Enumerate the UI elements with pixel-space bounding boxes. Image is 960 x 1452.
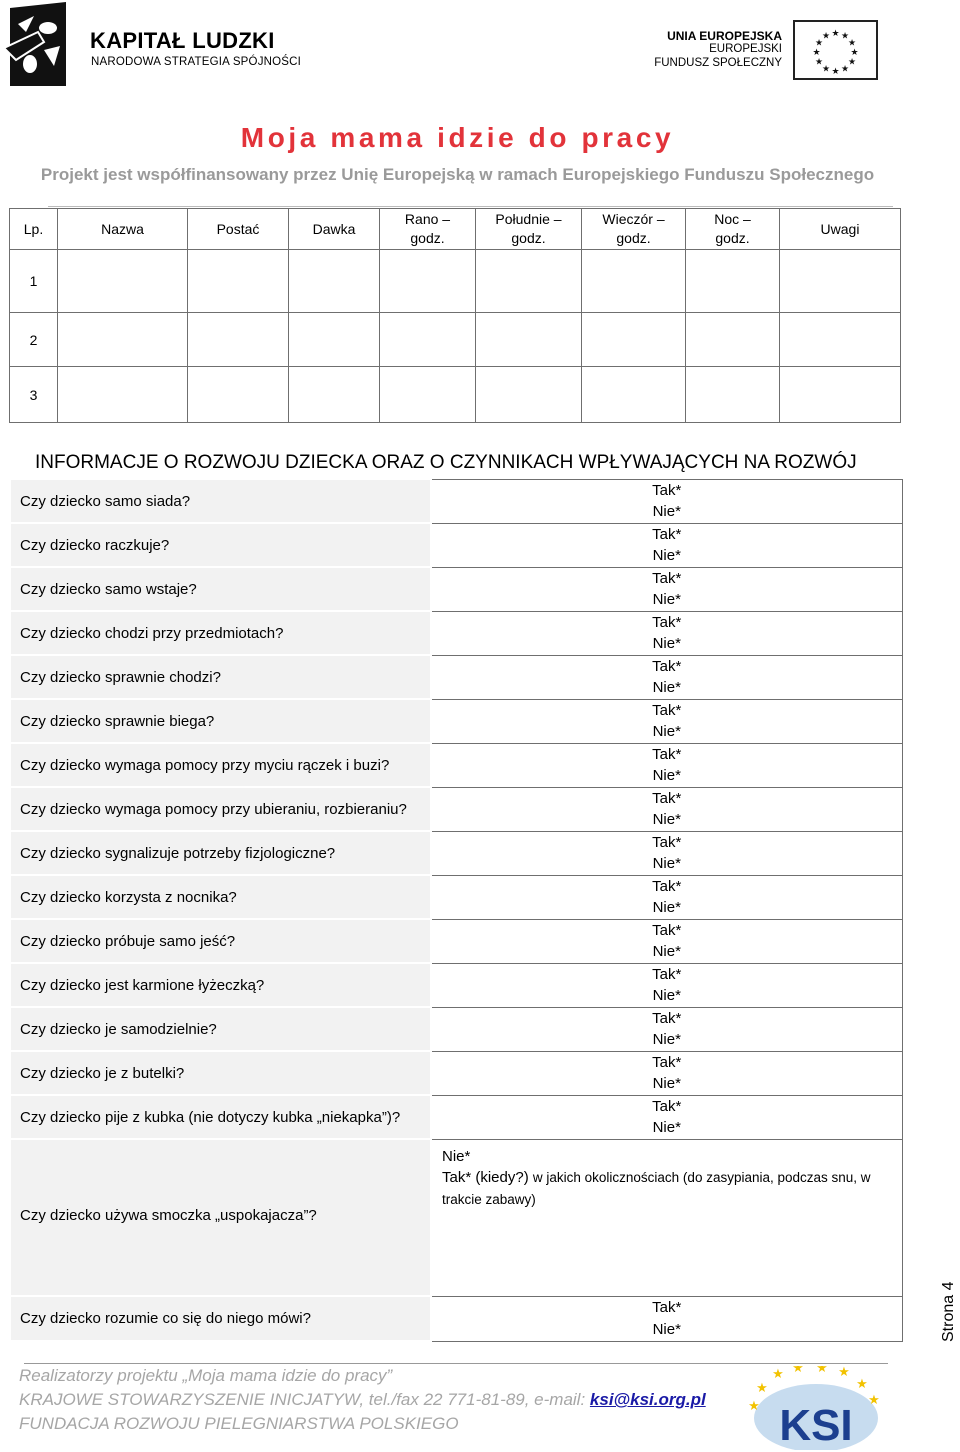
answer-yes-option[interactable]: Tak* [652,1299,682,1316]
answer-no-option[interactable]: Nie* [652,503,681,520]
cell-noc[interactable] [686,313,780,367]
answer-no-option[interactable]: Nie* [652,767,681,784]
kapital-ludzki-title: KAPITAŁ LUDZKI [90,28,275,53]
section-heading: INFORMACJE O ROZWOJU DZIECKA ORAZ O CZYNNIKACH WPŁYWAJĄCYCH NA ROZWÓJ [35,452,857,473]
svg-text:★: ★ [748,1399,760,1414]
kapital-ludzki-emblem-icon [4,2,70,86]
col-header-postac: Postać [188,209,289,250]
cell-rano[interactable] [380,250,476,313]
answer-cell [431,1051,902,1095]
answer-no-option[interactable]: Nie* [652,723,681,740]
col-header-poludnie [476,209,582,250]
answer-no-option[interactable]: Nie* [652,987,681,1004]
cell-wieczor[interactable] [582,367,686,423]
question-text: Czy dziecko wymaga pomocy przy ubieraniu, rozbieraniu? [10,787,431,831]
col-header-wieczor-line1: Wieczór – [602,211,665,227]
question-text: Czy dziecko chodzi przy przedmiotach? [10,611,431,655]
svg-text:★: ★ [840,31,850,42]
answer-cell [431,479,902,523]
question-text: Czy dziecko sprawnie chodzi? [10,655,431,699]
answer-cell [431,875,902,919]
cell-nazwa[interactable] [58,313,188,367]
svg-text:★: ★ [850,48,859,58]
answer-yes-label: Tak* (kiedy?) [442,1169,529,1186]
page-number: Strona 4 [940,1281,957,1342]
svg-text:★: ★ [821,31,831,42]
answer-no-option[interactable]: Nie* [652,1031,681,1048]
col-header-poludnie-line1: Południe – [495,211,562,227]
svg-text:★: ★ [814,38,824,49]
row-number: 3 [10,367,58,423]
answer-cell [431,611,902,655]
question-text: Czy dziecko je z butelki? [10,1051,431,1095]
answer-cell [431,523,902,567]
cell-postac[interactable] [188,367,289,423]
svg-text:★: ★ [856,1377,868,1392]
cell-rano[interactable] [380,367,476,423]
question-text: Czy dziecko próbuje samo jeść? [10,919,431,963]
answer-no-option[interactable]: Nie* [652,811,681,828]
answer-no-option[interactable]: Nie* [652,1119,681,1136]
ksi-logo-text: KSI [779,1401,853,1450]
answer-cell [431,963,902,1007]
col-header-rano-line2: godz. [410,230,445,246]
eu-logo [654,18,880,82]
title-divider [48,206,893,207]
development-questionnaire [9,478,903,1342]
question-row [10,1051,902,1095]
col-header-wieczor [582,209,686,250]
table-row [10,250,901,313]
question-row [10,567,902,611]
footer-line-realizatorzy: Realizatorzy projektu „Moja mama idzie do pracy” [19,1366,393,1385]
cell-postac[interactable] [188,250,289,313]
cell-dawka[interactable] [289,367,380,423]
row-number: 1 [10,250,58,313]
answer-yes-option[interactable]: Tak* [652,921,682,939]
col-header-noc-line1: Noc – [714,211,751,227]
col-header-dawka: Dawka [289,209,380,250]
question-row [10,787,902,831]
cell-wieczor[interactable] [582,250,686,313]
questionnaire-body [10,479,902,1341]
kapital-ludzki-subtitle: NARODOWA STRATEGIA SPÓJNOŚCI [91,56,302,68]
answer-no-option[interactable]: Nie* [442,1147,471,1165]
answer-yes-option[interactable]: Tak* [652,657,682,675]
question-text: Czy dziecko jest karmione łyżeczką? [10,963,431,1007]
cell-uwagi[interactable] [780,367,901,423]
question-row [10,963,902,1007]
answer-no-option[interactable]: Nie* [652,855,681,872]
question-text: Czy dziecko rozumie co się do niego mówi? [10,1296,431,1341]
question-text: Czy dziecko sprawnie biega? [10,699,431,743]
answer-yes-option[interactable]: Tak* [652,1097,682,1115]
question-text: Czy dziecko pije z kubka (nie dotyczy kubka „niekapka”)? [10,1095,431,1139]
question-row [10,1007,902,1051]
answer-cell [431,831,902,875]
question-row [10,831,902,875]
cell-noc[interactable] [686,367,780,423]
eu-logo-line1: UNIA EUROPEJSKA [667,29,782,43]
answer-no-option[interactable]: Nie* [652,943,681,960]
footer-divider [24,1363,888,1364]
svg-text:★: ★ [840,64,850,75]
question-row [10,611,902,655]
footer-ksi-text: KRAJOWE STOWARZYSZENIE INICJATYW, tel./fax 22 771-81-89, e-mail: [19,1390,590,1409]
svg-text:★: ★ [831,29,840,39]
kapital-ludzki-logo [4,2,304,86]
cell-poludnie[interactable] [476,250,582,313]
answer-yes-option[interactable]: Tak* [652,1053,682,1071]
table-row [10,313,901,367]
answer-cell [431,1007,902,1051]
cell-nazwa[interactable] [58,250,188,313]
answer-no-option[interactable]: Nie* [652,899,681,916]
answer-no-option[interactable]: Nie* [652,679,681,696]
svg-text:★: ★ [814,57,824,68]
cell-uwagi[interactable] [780,250,901,313]
footer-line-ksi [19,1390,706,1410]
question-row [10,1095,902,1139]
page-subtitle: Projekt jest współfinansowany przez Unię Europejską w ramach Europejskiego Funduszu Społecznego [40,165,875,184]
cell-uwagi[interactable] [780,313,901,367]
cell-wieczor[interactable] [582,313,686,367]
cell-poludnie[interactable] [476,367,582,423]
eu-logo-line2: EUROPEJSKI [709,43,782,55]
answer-cell [431,1296,902,1341]
svg-text:★: ★ [756,1381,768,1396]
col-header-noc-line2: godz. [715,230,750,246]
answer-yes-option[interactable]: Tak* [652,745,682,763]
svg-text:★: ★ [792,1366,804,1376]
question-row [10,655,902,699]
col-header-noc [686,209,780,250]
ksi-logo [746,1366,886,1450]
answer-yes-option[interactable]: Tak* [652,1009,682,1027]
svg-text:★: ★ [868,1393,880,1408]
question-text: Czy dziecko korzysta z nocnika? [10,875,431,919]
answer-cell [431,1095,902,1139]
answer-no-option[interactable]: Nie* [652,1320,681,1338]
answer-yes-option[interactable]: Tak* [652,569,682,587]
col-header-wieczor-line2: godz. [616,230,651,246]
col-header-rano-line1: Rano – [404,211,451,227]
answer-cell [431,655,902,699]
question-row [10,875,902,919]
svg-text:★: ★ [838,1366,850,1380]
answer-yes-option[interactable]: Tak* [652,789,682,807]
question-row [10,699,902,743]
answer-yes-option[interactable]: Tak* [652,877,682,895]
answer-yes-option[interactable]: Tak* [652,613,682,631]
answer-yes-option[interactable] [442,1169,533,1186]
svg-text:★: ★ [831,67,840,77]
col-header-nazwa: Nazwa [58,209,188,250]
question-text: Czy dziecko samo wstaje? [10,567,431,611]
question-row [10,1296,902,1341]
cell-dawka[interactable] [289,250,380,313]
answer-yes-option[interactable]: Tak* [652,525,682,543]
answer-yes-option[interactable]: Tak* [652,701,682,719]
answer-no-option[interactable]: Nie* [652,591,681,608]
svg-text:★: ★ [847,57,857,68]
question-text: Czy dziecko używa smoczka „uspokajacza”? [10,1139,431,1296]
cell-rano[interactable] [380,313,476,367]
ksi-logo-icon [746,1366,886,1450]
col-header-poludnie-line2: godz. [511,230,546,246]
answer-no-option[interactable]: Nie* [652,1075,681,1092]
svg-text:★: ★ [812,48,821,58]
question-text: Czy dziecko raczkuje? [10,523,431,567]
answer-yes-option[interactable]: Tak* [652,965,682,983]
cell-postac[interactable] [188,313,289,367]
col-header-lp: Lp. [10,209,58,250]
question-text: Czy dziecko je samodzielnie? [10,1007,431,1051]
svg-text:★: ★ [821,64,831,75]
answer-yes-option[interactable]: Tak* [652,833,682,851]
answer-cell [431,919,902,963]
answer-yes-option[interactable]: Tak* [652,481,682,499]
cell-noc[interactable] [686,250,780,313]
medication-table [9,208,901,423]
svg-text:★: ★ [772,1367,784,1382]
question-text: Czy dziecko sygnalizuje potrzeby fizjologiczne? [10,831,431,875]
eu-logo-line3: FUNDUSZ SPOŁECZNY [654,57,782,69]
table-row [10,367,901,423]
svg-text:★: ★ [847,38,857,49]
medication-header-row [10,209,901,250]
question-row [10,919,902,963]
question-row [10,479,902,523]
row-number: 2 [10,313,58,367]
question-text: Czy dziecko wymaga pomocy przy myciu rączek i buzi? [10,743,431,787]
question-row-pacifier [10,1139,902,1296]
page-title: Moja mama idzie do pracy [240,122,675,153]
question-text: Czy dziecko samo siada? [10,479,431,523]
answer-cell [431,743,902,787]
answer-cell [431,787,902,831]
answer-cell [431,1139,902,1296]
answer-cell [431,567,902,611]
footer-email-link[interactable]: ksi@ksi.org.pl [589,1390,706,1409]
answer-no-option[interactable]: Nie* [652,547,681,564]
cell-nazwa[interactable] [58,367,188,423]
question-row [10,743,902,787]
cell-dawka[interactable] [289,313,380,367]
cell-poludnie[interactable] [476,313,582,367]
col-header-rano [380,209,476,250]
answer-cell [431,699,902,743]
eu-flag-icon [793,20,878,80]
answer-note: w jakich okolicznościach (do zasypiania, podczas snu, w trakcie zabawy) [442,1170,871,1207]
question-row [10,523,902,567]
answer-no-option[interactable]: Nie* [652,635,681,652]
footer-line-fundacja: FUNDACJA ROZWOJU PIELEGNIARSTWA POLSKIEGO [19,1414,459,1433]
col-header-uwagi: Uwagi [780,209,901,250]
svg-text:★: ★ [816,1366,828,1376]
